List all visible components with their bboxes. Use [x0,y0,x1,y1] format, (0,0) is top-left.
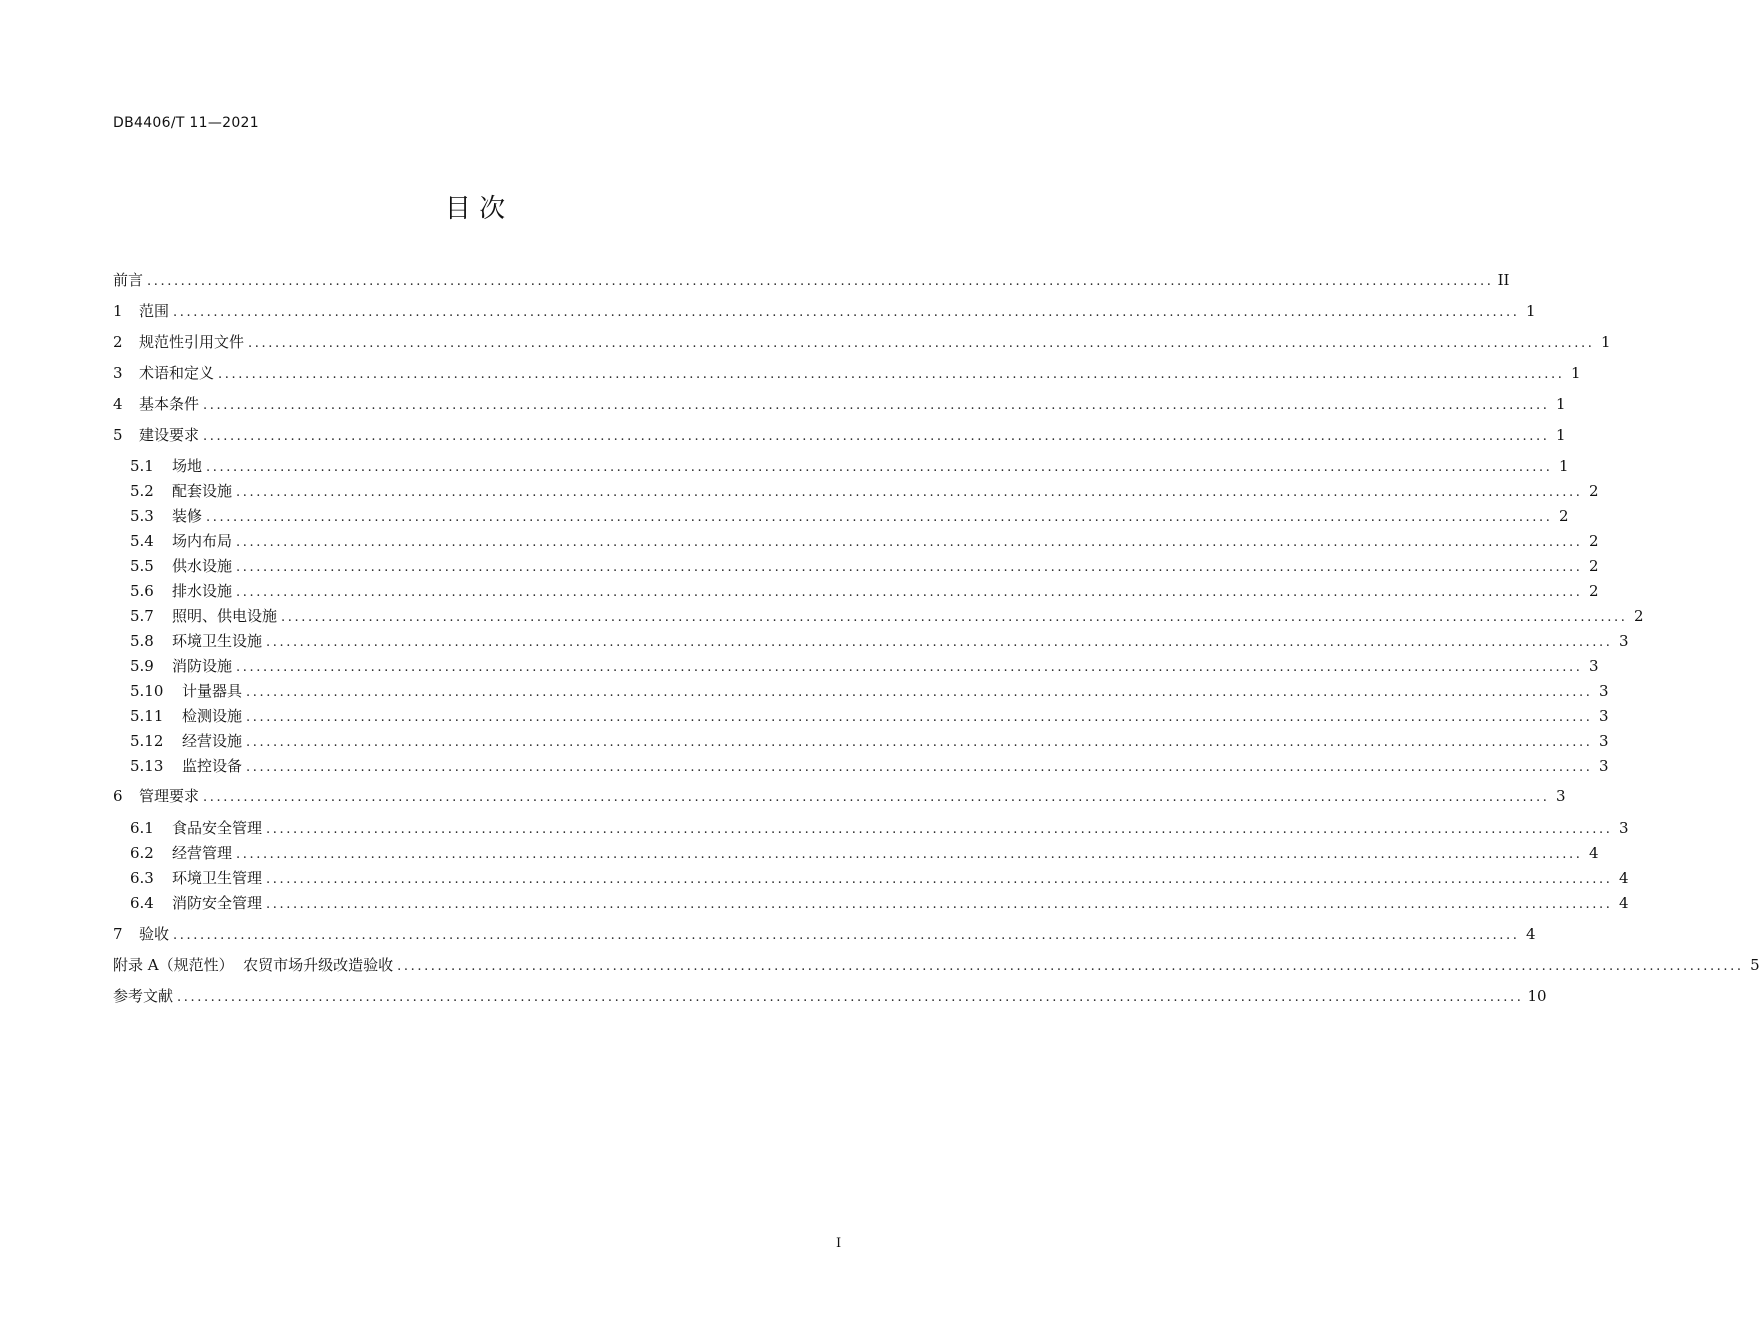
toc-leader-dots: ........................................................................................................................................................................................................ [236,847,1583,862]
toc-entry-number: 5.10 [130,682,164,700]
toc-entry-label: 场地 [172,457,203,475]
toc-entry-label: 监控设备 [182,757,243,775]
toc-entry-number: 6 [113,787,123,805]
toc-leader-dots: ........................................................................................................................................................................................................ [203,790,1550,805]
toc-entry-label: 经营设施 [182,732,243,750]
toc-entry-page: 3 [1598,757,1609,775]
toc-leader-dots: ........................................................................................................................................................................................................ [206,460,1553,475]
toc-leader-dots: ........................................................................................................................................................................................................ [246,735,1593,750]
toc-entry-label: 计量器具 [182,682,243,700]
toc-entry-page: 4 [1525,925,1536,943]
toc-entry-label: 食品安全管理 [172,819,263,837]
toc-entry-page: 1 [1558,457,1569,475]
toc-entry-number: 5.9 [130,657,154,675]
toc-entry-page: 3 [1555,787,1566,805]
toc-leader-dots: ........................................................................................................................................................................................................ [266,872,1613,887]
toc-leader-dots: ........................................................................................................................................................................................................ [177,990,1524,1005]
toc-entry-number: 6.4 [130,894,154,912]
toc-entry-label: 范围 [139,302,170,320]
toc-entry-number: 5.7 [130,607,154,625]
toc-entry-number: 5.2 [130,482,154,500]
toc-entry-number: 5.6 [130,582,154,600]
toc-entry-label: 前言 [113,271,144,289]
toc-entry-number: 7 [113,925,123,943]
toc-entry-number: 4 [113,395,123,413]
toc-entry-page: 3 [1598,682,1609,700]
toc-entry-page: 1 [1570,364,1581,382]
toc-entry[interactable] [113,984,1547,1008]
toc-entry-label: 检测设施 [182,707,243,725]
toc-entry-page: 10 [1527,987,1547,1005]
toc-entry-page: 2 [1588,532,1599,550]
toc-entry-page: 4 [1588,844,1599,862]
toc-entry[interactable] [113,866,1629,890]
toc-entry-page: 5 [1750,956,1760,974]
toc-entry-page: 3 [1618,632,1629,650]
toc-entry[interactable] [113,454,1569,478]
page-number: I [836,1236,842,1251]
toc-entry[interactable] [113,953,1760,977]
toc-entry[interactable] [113,529,1599,553]
toc-entry-number: 2 [113,333,123,351]
toc-entry-number: 5.12 [130,732,164,750]
toc-entry[interactable] [113,423,1566,447]
toc-entry-label: 排水设施 [172,582,233,600]
toc-entry[interactable] [113,554,1599,578]
toc-entry-page: 3 [1598,732,1609,750]
document-code: DB4406/T 11—2021 [113,115,259,131]
toc-entry-label: 消防设施 [172,657,233,675]
toc-leader-dots: ........................................................................................................................................................................................................ [266,822,1613,837]
toc-entry-number: 5.3 [130,507,154,525]
toc-entry-number: 5.8 [130,632,154,650]
toc-entry[interactable] [113,361,1581,385]
toc-leader-dots: ........................................................................................................................................................................................................ [203,398,1550,413]
toc-entry[interactable] [113,629,1629,653]
toc-entry[interactable] [113,891,1629,915]
toc-entry-number: 5.1 [130,457,154,475]
toc-entry-number: 5.5 [130,557,154,575]
toc-entry-label: 规范性引用文件 [139,333,245,351]
toc-entry-label: 经营管理 [172,844,233,862]
toc-entry-label: 环境卫生管理 [172,869,263,887]
toc-entry-number: 3 [113,364,123,382]
toc-entry[interactable] [113,654,1599,678]
toc-leader-dots: ........................................................................................................................................................................................................ [266,635,1613,650]
toc-entry-label: 环境卫生设施 [172,632,263,650]
toc-entry-page: 2 [1588,557,1599,575]
toc-entry-page: 2 [1588,582,1599,600]
toc-leader-dots: ........................................................................................................................................................................................................ [203,429,1550,444]
toc-entry-number: 5.11 [130,707,164,725]
toc-entry-label: 装修 [172,507,203,525]
toc-entry[interactable] [113,330,1611,354]
toc-entry-label: 建设要求 [139,426,200,444]
toc-entry[interactable] [113,504,1569,528]
toc-leader-dots: ........................................................................................................................................................................................................ [173,305,1520,320]
toc-entry[interactable] [113,579,1599,603]
toc-leader-dots: ........................................................................................................................................................................................................ [236,485,1583,500]
toc-entry[interactable] [113,268,1510,292]
toc-entry-page: 2 [1588,482,1599,500]
toc-entry-page: 2 [1633,607,1644,625]
toc-entry-page: 3 [1588,657,1599,675]
toc-entry-label: 管理要求 [139,787,200,805]
toc-entry-page: II [1497,271,1510,289]
toc-leader-dots: ........................................................................................................................................................................................................ [173,928,1520,943]
toc-entry[interactable] [113,816,1629,840]
toc-entry-label: 配套设施 [172,482,233,500]
toc-entry[interactable] [113,754,1609,778]
toc-entry-page: 4 [1618,894,1629,912]
toc-entry-label: 照明、供电设施 [172,607,278,625]
toc-entry[interactable] [113,922,1536,946]
toc-entry-number: 5 [113,426,123,444]
toc-entry-label: 术语和定义 [139,364,215,382]
toc-entry[interactable] [113,679,1609,703]
toc-entry-number: 5.13 [130,757,164,775]
toc-leader-dots: ........................................................................................................................................................................................................ [397,959,1744,974]
toc-leader-dots: ........................................................................................................................................................................................................ [236,535,1583,550]
toc-entry-label: 供水设施 [172,557,233,575]
toc-entry-page: 1 [1525,302,1536,320]
toc-leader-dots: ........................................................................................................................................................................................................ [246,685,1593,700]
toc-entry[interactable] [113,704,1609,728]
toc-entry[interactable] [113,729,1609,753]
toc-leader-dots: ........................................................................................................................................................................................................ [147,274,1494,289]
toc-entry-number: 6.1 [130,819,154,837]
toc-entry[interactable] [113,604,1644,628]
toc-entry-number: 6.2 [130,844,154,862]
toc-leader-dots: ........................................................................................................................................................................................................ [218,367,1565,382]
toc-entry[interactable] [113,841,1599,865]
toc-leader-dots: ........................................................................................................................................................................................................ [206,510,1553,525]
toc-leader-dots: ........................................................................................................................................................................................................ [236,560,1583,575]
toc-leader-dots: ........................................................................................................................................................................................................ [266,897,1613,912]
toc-entry-number: 1 [113,302,123,320]
toc-leader-dots: ........................................................................................................................................................................................................ [246,760,1593,775]
toc-entry-page: 3 [1598,707,1609,725]
toc-leader-dots: ........................................................................................................................................................................................................ [248,336,1595,351]
toc-entry-page: 1 [1600,333,1611,351]
toc-entry-label: 验收 [139,925,170,943]
toc-entry-page: 1 [1555,395,1566,413]
toc-entry-page: 2 [1558,507,1569,525]
toc-leader-dots: ........................................................................................................................................................................................................ [281,610,1628,625]
toc-entry-number: 6.3 [130,869,154,887]
toc-entry[interactable] [113,784,1566,808]
toc-entry-page: 4 [1618,869,1629,887]
toc-entry-page: 3 [1618,819,1629,837]
toc-entry-page: 1 [1555,426,1566,444]
page-title: 目 次 [444,194,506,224]
toc-entry-number: 5.4 [130,532,154,550]
toc-entry-label: 附录 A（规范性） 农贸市场升级改造验收 [113,956,394,974]
toc-entry-label: 消防安全管理 [172,894,263,912]
toc-leader-dots: ........................................................................................................................................................................................................ [236,585,1583,600]
toc-leader-dots: ........................................................................................................................................................................................................ [236,660,1583,675]
toc-entry[interactable] [113,479,1599,503]
toc-entry[interactable] [113,392,1566,416]
toc-entry-label: 基本条件 [139,395,200,413]
toc-entry-label: 场内布局 [172,532,233,550]
toc-entry-label: 参考文献 [113,987,174,1005]
toc-leader-dots: ........................................................................................................................................................................................................ [246,710,1593,725]
toc-entry[interactable] [113,299,1536,323]
